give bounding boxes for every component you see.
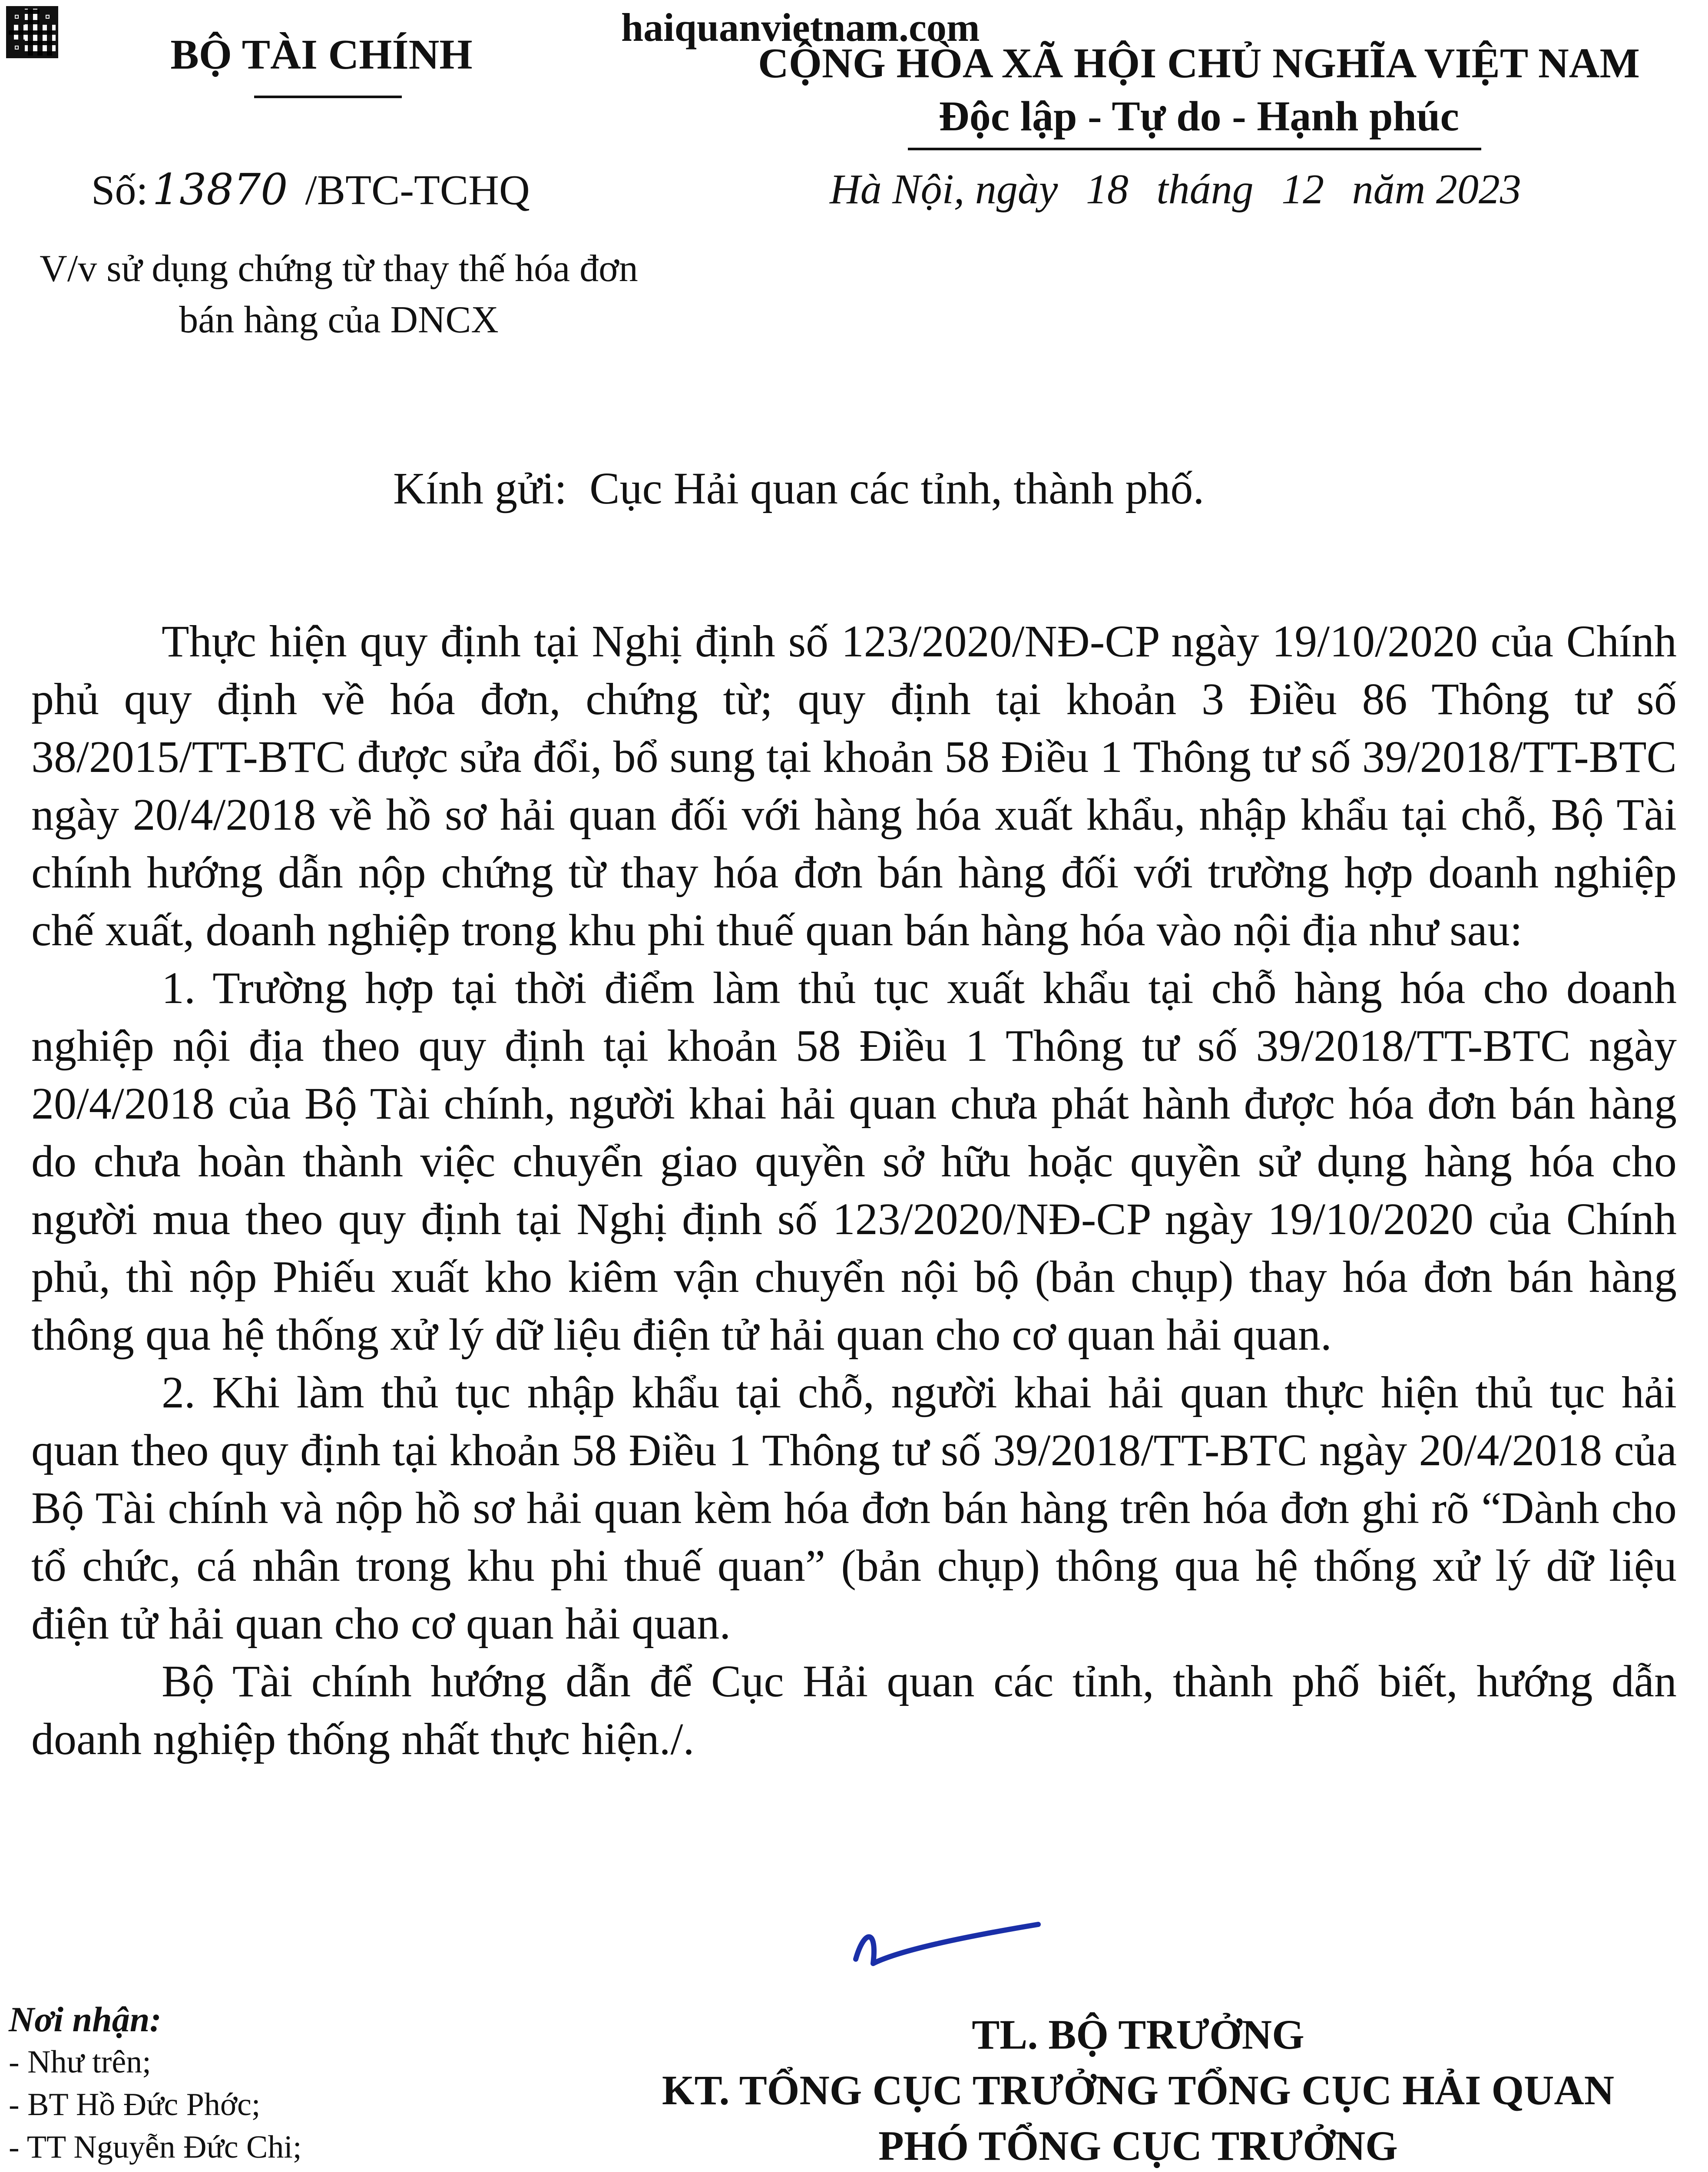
- number-prefix: Số:: [91, 167, 148, 214]
- addressee: Kính gửi: Cục Hải quan các tỉnh, thành phố.: [393, 464, 1205, 513]
- subject-line-1: V/v sử dụng chứng từ thay thế hóa đơn: [40, 248, 638, 290]
- number-suffix: /BTC-TCHQ: [305, 167, 530, 214]
- number-handwritten: 13870: [152, 165, 288, 215]
- date-day: 18: [1086, 166, 1129, 213]
- site-watermark-top: haiquanvietnam.com: [621, 5, 980, 50]
- motto: Độc lập - Tự do - Hạnh phúc: [939, 93, 1459, 140]
- recipient-item: - BT Hồ Đức Phớc;: [9, 2087, 261, 2122]
- letter-body: [31, 613, 1677, 1768]
- document-number: [91, 165, 530, 215]
- country-name: CỘNG HÒA XÃ HỘI CHỦ NGHĨA VIỆT NAM: [758, 40, 1640, 87]
- paragraph-closing: Bộ Tài chính hướng dẫn để Cục Hải quan các tỉnh, thành phố biết, hướng dẫn doanh nghiệp thống nhất thực hiện./.: [31, 1656, 1677, 1764]
- recipient-item: - Như trên;: [9, 2044, 151, 2080]
- qr-code-top-left: [6, 6, 58, 58]
- paragraph-item-1: 1. Trường hợp tại thời điểm làm thủ tục xuất khẩu tại chỗ hàng hóa cho doanh nghiệp nội địa theo quy định tại khoản 58 Điều 1 Thông tư số 39/2018/TT-BTC ngày 20/4/2018 của Bộ Tài chính, người khai hải quan chưa phát hành được hóa đơn bán hàng do chưa hoàn thành việc chuyển giao quyền sở hữu hoặc quyền sử dụng hàng hóa cho người mua theo quy định tại Nghị định số 123/2020/NĐ-CP ngày 19/10/2020 của Chính phủ, thì nộp Phiếu xuất kho kiêm vận chuyển nội bộ (bản chụp) thay hóa đơn bán hàng thông qua hệ thống xử lý dữ liệu điện tử hải quan cho cơ quan hải quan.: [31, 963, 1677, 1360]
- subject: [0, 243, 678, 346]
- ministry-underline: [254, 96, 402, 98]
- paragraph-intro: Thực hiện quy định tại Nghị định số 123/2020/NĐ-CP ngày 19/10/2020 của Chính phủ quy định về hóa đơn, chứng từ; quy định tại khoản 3 Điều 86 Thông tư số 38/2015/TT-BTC được sửa đổi, bổ sung tại khoản 58 Điều 1 Thông tư số 39/2018/TT-BTC ngày 20/4/2018 về hồ sơ hải quan đối với hàng hóa xuất khẩu, nhập khẩu tại chỗ, Bộ Tài chính hướng dẫn nộp chứng từ thay hóa đơn bán hàng đối với trường hợp doanh nghiệp chế xuất, doanh nghiệp trong khu phi thuế quan bán hàng hóa vào nội địa như sau:: [31, 616, 1677, 955]
- signature-title: [586, 2007, 1690, 2172]
- recipients-title: Nơi nhận:: [9, 2000, 162, 2039]
- subject-line-2: bán hàng của DNCX: [179, 299, 499, 341]
- paragraph-item-2: 2. Khi làm thủ tục nhập khẩu tại chỗ, người khai hải quan thực hiện thủ tục hải quan theo quy định tại khoản 58 Điều 1 Thông tư số 39/2018/TT-BTC ngày 20/4/2018 của Bộ Tài chính và nộp hồ sơ hải quan kèm hóa đơn bán hàng trên hóa đơn ghi rõ “Dành cho tổ chức, cá nhân trong khu phi thuế quan” (bản chụp) thông qua hệ thống xử lý dữ liệu điện tử hải quan cho cơ quan hải quan.: [31, 1367, 1677, 1649]
- signature-line-3: PHÓ TỔNG CỤC TRƯỞNG: [878, 2122, 1398, 2169]
- signature-line-2: KT. TỔNG CỤC TRƯỞNG TỔNG CỤC HẢI QUAN: [662, 2067, 1615, 2113]
- document-date: [830, 165, 1521, 214]
- signature-line-1: TL. BỘ TRƯỞNG: [972, 2011, 1304, 2058]
- motto-underline: [908, 148, 1481, 150]
- date-year: năm 2023: [1352, 166, 1521, 213]
- date-month: 12: [1281, 166, 1324, 213]
- recipient-item: [9, 2169, 487, 2172]
- date-month-label: tháng: [1156, 166, 1254, 213]
- recipients: [9, 1998, 487, 2172]
- initial-mark: [847, 1911, 1047, 1972]
- ministry-name: BỘ TÀI CHÍNH: [170, 31, 473, 78]
- recipient-item: - TT Nguyễn Đức Chi;: [9, 2129, 302, 2165]
- date-prefix: Hà Nội, ngày: [830, 166, 1058, 213]
